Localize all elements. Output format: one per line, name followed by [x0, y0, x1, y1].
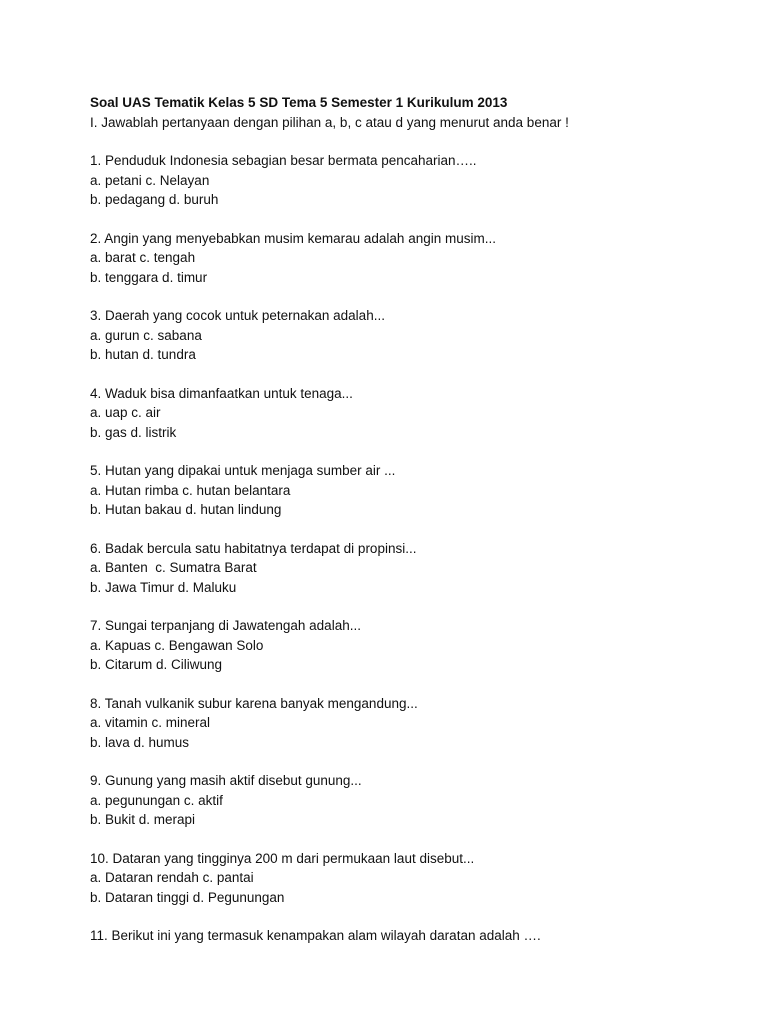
question-text: 3. Daerah yang cocok untuk peternakan adalah... [90, 308, 385, 323]
question-text: 4. Waduk bisa dimanfaatkan untuk tenaga... [90, 385, 353, 401]
question-options-ac: a. Kapuas c. Bengawan Solo [90, 637, 264, 653]
question-options-ac: a. Hutan rimba c. hutan belantara [90, 482, 291, 498]
question-3 [90, 306, 730, 365]
question-options-ac: a. gurun c. sabana [90, 327, 202, 343]
question-9 [90, 771, 730, 830]
question-11 [90, 926, 730, 946]
question-text: 9. Gunung yang masih aktif disebut gunung... [90, 773, 362, 788]
question-options-bd: b. Dataran tinggi d. Pegunungan [90, 889, 285, 905]
question-8 [90, 694, 730, 753]
question-options-bd: b. lava d. humus [90, 734, 190, 750]
question-2 [90, 229, 730, 288]
question-text: 2. Angin yang menyebabkan musim kemarau adalah angin musim... [90, 230, 496, 246]
question-options-ac: a. vitamin c. mineral [90, 715, 211, 730]
question-text: 5. Hutan yang dipakai untuk menjaga sumber air ... [90, 463, 396, 478]
question-10 [90, 849, 730, 908]
question-4 [90, 384, 730, 443]
question-options-bd: b. pedagang d. buruh [90, 192, 219, 207]
document-page [90, 93, 730, 946]
question-text: 10. Dataran yang tingginya 200 m dari permukaan laut disebut... [90, 850, 475, 866]
question-options-ac: a. uap c. air [90, 405, 161, 420]
document-title: Soal UAS Tematik Kelas 5 SD Tema 5 Semester 1 Kurikulum 2013 [90, 95, 508, 110]
question-6 [90, 539, 730, 598]
question-options-ac: a. Banten c. Sumatra Barat [90, 560, 257, 575]
question-text: 8. Tanah vulkanik subur karena banyak mengandung... [90, 695, 418, 711]
question-options-ac: a. petani c. Nelayan [90, 172, 210, 188]
question-options-bd: b. hutan d. tundra [90, 347, 196, 362]
question-options-ac: a. Dataran rendah c. pantai [90, 870, 254, 885]
question-text: 1. Penduduk Indonesia sebagian besar bermata pencaharian….. [90, 153, 477, 168]
question-options-bd: b. Jawa Timur d. Maluku [90, 579, 237, 595]
question-text: 7. Sungai terpanjang di Jawatengah adalah... [90, 618, 361, 633]
question-7 [90, 616, 730, 675]
question-options-bd: b. tenggara d. timur [90, 269, 208, 285]
instruction-text: I. Jawablah pertanyaan dengan pilihan a, b, c atau d yang menurut anda benar ! [90, 114, 569, 130]
question-5 [90, 461, 730, 520]
question-options-bd: b. Citarum d. Ciliwung [90, 657, 223, 672]
question-options-bd: b. Bukit d. merapi [90, 812, 196, 827]
question-1 [90, 151, 730, 210]
question-options-ac: a. pegunungan c. aktif [90, 792, 223, 808]
question-options-bd: b. gas d. listrik [90, 424, 177, 440]
question-text: 6. Badak bercula satu habitatnya terdapat di propinsi... [90, 540, 417, 556]
question-options-bd: b. Hutan bakau d. hutan lindung [90, 502, 282, 517]
question-text: 11. Berikut ini yang termasuk kenampakan alam wilayah daratan adalah …. [90, 928, 541, 943]
question-options-ac: a. barat c. tengah [90, 250, 196, 265]
